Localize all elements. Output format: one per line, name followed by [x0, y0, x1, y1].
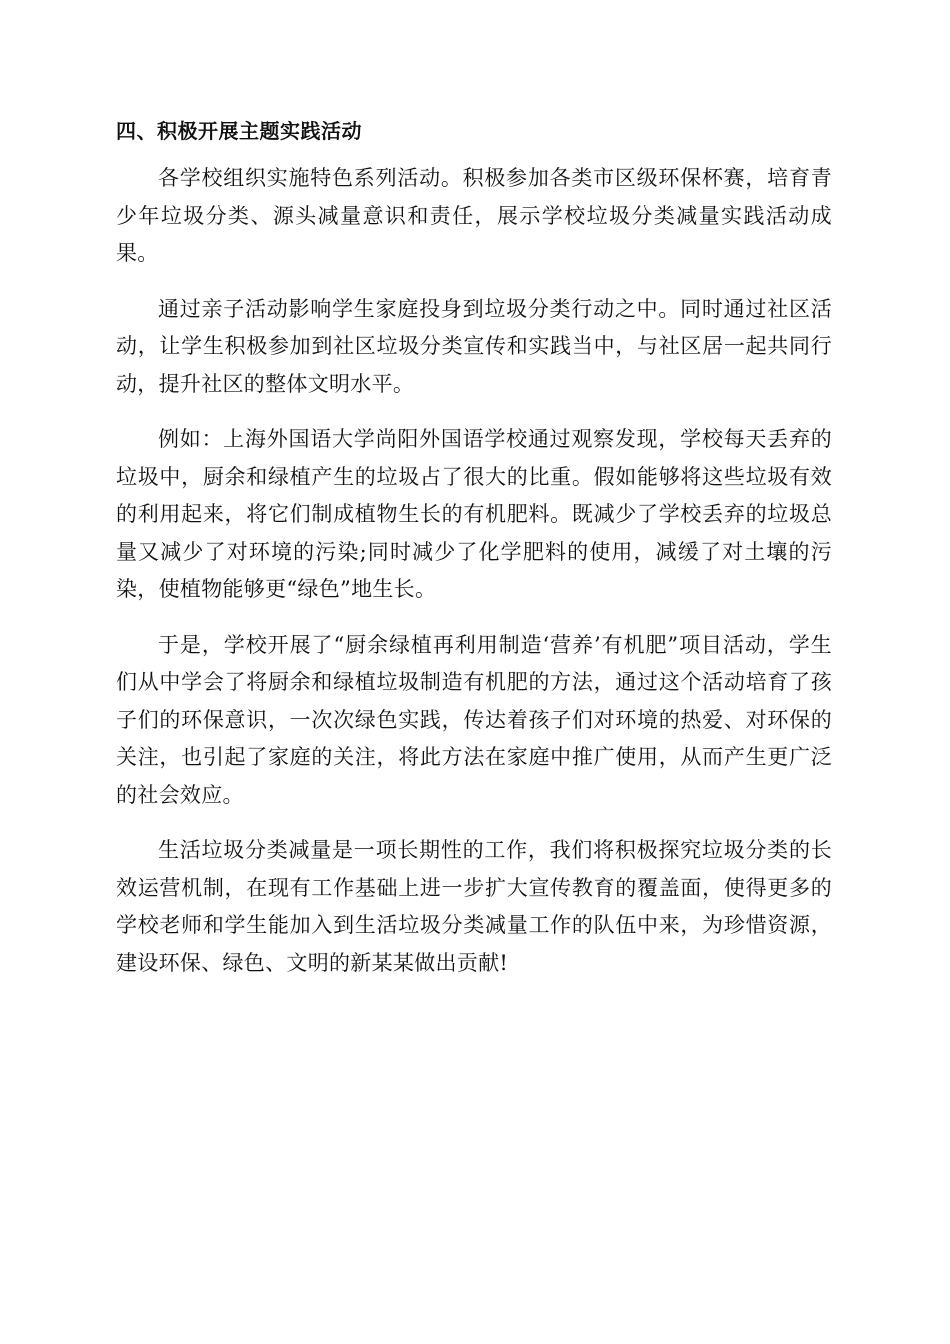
paragraph-activities: 各学校组织实施特色系列活动。积极参加各类市区级环保杯赛，培育青少年垃圾分类、源头减量意识和责任，展示学校垃圾分类减量实践活动成果。: [116, 166, 832, 265]
paragraph-family-community: 通过亲子活动影响学生家庭投身到垃圾分类行动之中。同时通过社区活动，让学生积极参加到社区垃圾分类宣传和实践当中，与社区居一起共同行动，提升社区的整体文明水平。: [116, 296, 832, 396]
section-heading: 四、积极开展主题实践活动: [116, 119, 362, 143]
document-body: [116, 112, 832, 1000]
paragraph-example: 例如：上海外国语大学尚阳外国语学校通过观察发现，学校每天丢弃的垃圾中，厨余和绿植产生的垃圾占了很大的比重。假如能够将这些垃圾有效的利用起来，将它们制成植物生长的有机肥料。既减少了学校丢弃的垃圾总量又减少了对环境的污染;同时减少了化学肥料的使用，减缓了对土壤的污染，使植物能够更“绿色”地生长。: [116, 427, 832, 601]
paragraph-project: 于是，学校开展了“厨余绿植再利用制造‘营养’有机肥”项目活动，学生们从中学会了将厨余和绿植垃圾制造有机肥的方法，通过这个活动培育了孩子们的环保意识，一次次绿色实践，传达着孩子们对环境的热爱、对环保的关注，也引起了家庭的关注，将此方法在家庭中推广使用，从而产生更广泛的社会效应。: [116, 632, 832, 807]
paragraph-conclusion: 生活垃圾分类减量是一项长期性的工作，我们将积极探究垃圾分类的长效运营机制，在现有工作基础上进一步扩大宣传教育的覆盖面，使得更多的学校老师和学生能加入到生活垃圾分类减量工作的队伍中来，为珍惜资源，建设环保、绿色、文明的新某某做出贡献!: [116, 838, 832, 975]
